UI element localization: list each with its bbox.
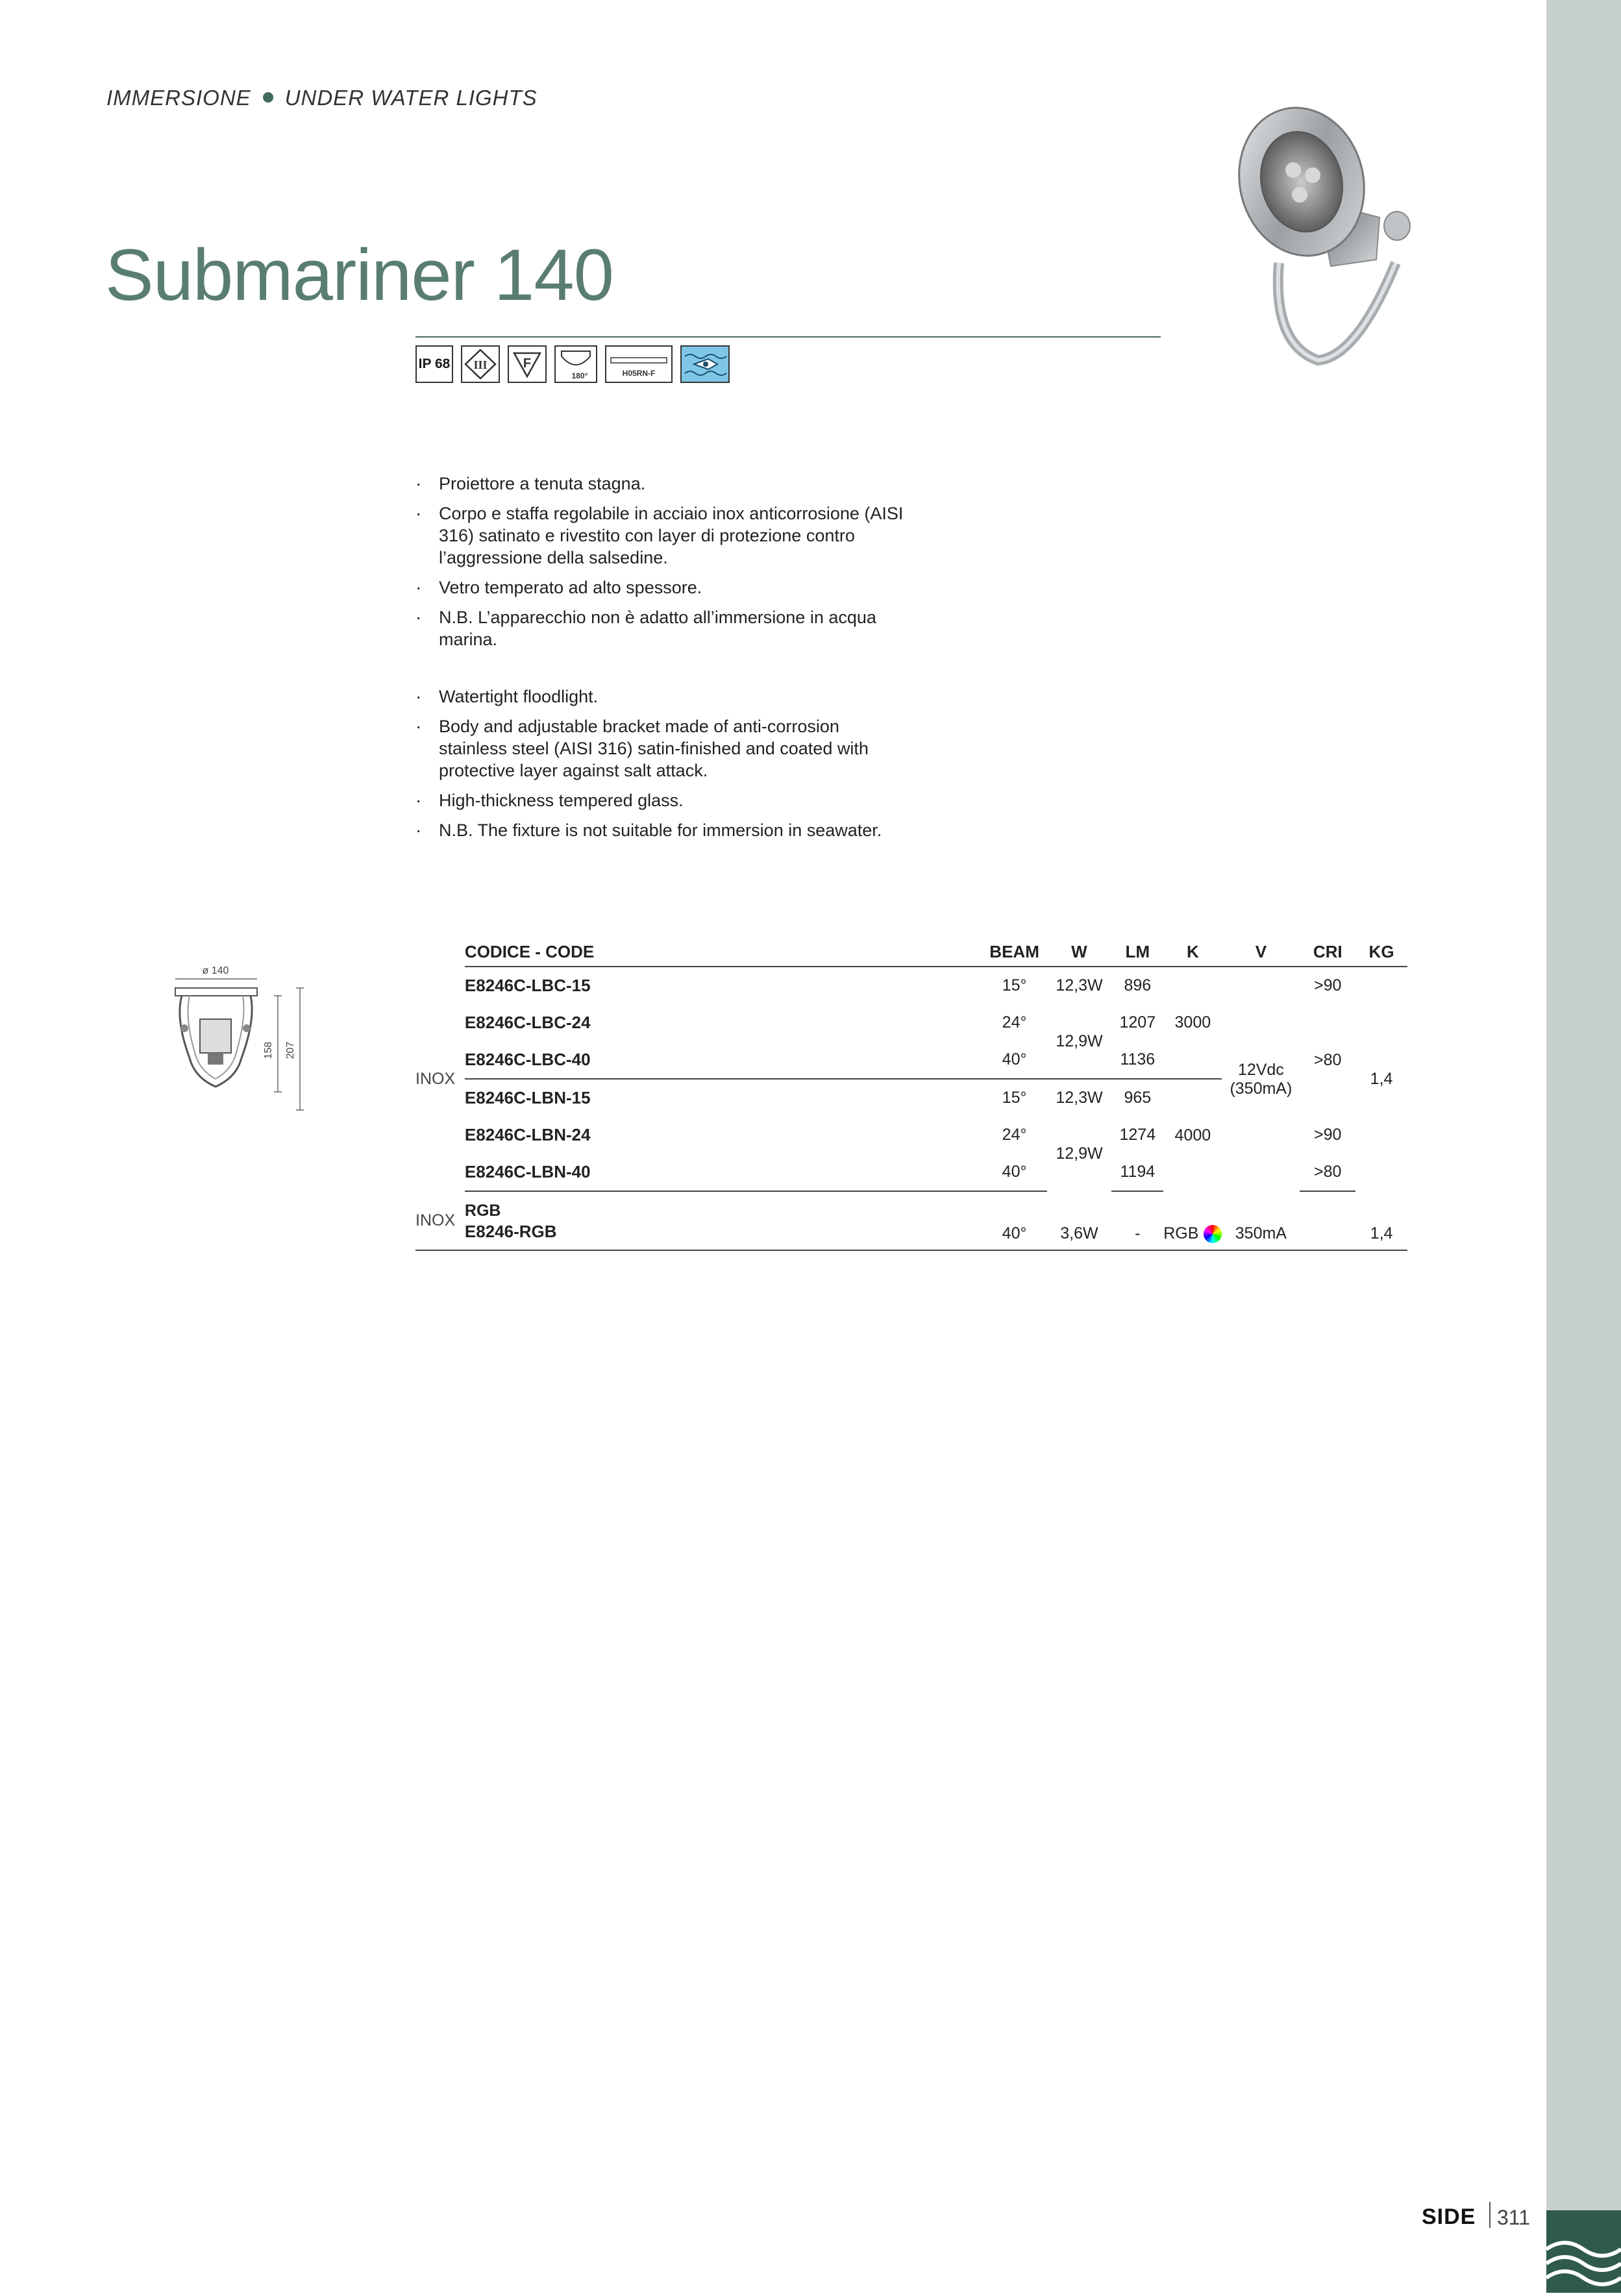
w-cell: 12,9W (1056, 1144, 1103, 1163)
cri-cell: >90 (1314, 1126, 1342, 1144)
height-158-label: 158 (263, 1041, 274, 1059)
diameter-label: ø 140 (202, 965, 229, 976)
class-iii-label: III (473, 358, 488, 371)
title-divider (415, 336, 1161, 338)
code-cell: E8246C-LBN-24 (464, 1125, 591, 1144)
category-heading (106, 86, 538, 110)
lm-cell: - (1111, 1191, 1163, 1250)
beam-180-label: 180° (571, 371, 588, 380)
lm-cell: 896 (1124, 976, 1152, 994)
immersion-icon (680, 345, 730, 383)
header-beam: BEAM (982, 937, 1047, 967)
header-material (415, 937, 465, 967)
header-v: V (1222, 937, 1300, 967)
w-cell: 12,3W (1047, 1079, 1112, 1117)
height-207-label: 207 (285, 1041, 296, 1059)
lm-cell: 1274 (1119, 1126, 1156, 1144)
lm-cell: 1207 (1119, 1013, 1156, 1031)
cri-cell: >80 (1300, 1154, 1355, 1191)
ip68-icon (415, 345, 453, 383)
brand-name: SIDE (1422, 2204, 1476, 2229)
code-cell: E8246C-LBC-15 (464, 976, 591, 995)
code-cell: E8246C-LBN-40 (465, 1154, 982, 1191)
k-cell: 4000 (1163, 1079, 1222, 1191)
spec-table (415, 937, 1407, 1251)
bullet-dot-icon (263, 92, 273, 103)
lm-cell: 1194 (1111, 1154, 1163, 1191)
beam-cell: 24° (1002, 1126, 1027, 1144)
footer-divider (1489, 2202, 1491, 2228)
v-cell (1222, 967, 1300, 1191)
table-header-row (415, 937, 1407, 967)
f-mark-label: F (523, 356, 532, 371)
side-color-band (1546, 0, 1621, 2293)
header-w: W (1047, 937, 1112, 967)
wave-logo-icon (1546, 2210, 1621, 2293)
header-kg: KG (1355, 937, 1407, 967)
dimension-drawing (156, 961, 318, 1117)
group-label: RGB (464, 1202, 501, 1220)
feature-list-en (415, 685, 909, 849)
v-line2: (350mA) (1230, 1079, 1293, 1098)
product-photo (1220, 97, 1435, 376)
kg-cell: 1,4 (1355, 1191, 1407, 1250)
beam-cell: 15° (1002, 976, 1027, 994)
header-lm: LM (1111, 937, 1163, 967)
cri-cell: >80 (1314, 1051, 1342, 1069)
category-en: UNDER WATER LIGHTS (284, 86, 538, 110)
rgb-wheel-icon (1204, 1225, 1222, 1243)
code-cell: E8246C-LBC-40 (464, 1050, 591, 1069)
list-item: · N.B. The fixture is not suitable for immersion in seawater. (415, 819, 909, 841)
header-cri: CRI (1300, 937, 1355, 967)
list-item: · Watertight floodlight. (415, 685, 909, 708)
page-title: Submariner 140 (105, 234, 613, 315)
cable-icon (605, 345, 673, 383)
k-cell: 3000 (1174, 1013, 1211, 1031)
lm-cell: 965 (1111, 1079, 1163, 1117)
lm-cell: 1136 (1120, 1050, 1156, 1068)
beam-cell: 15° (982, 1079, 1047, 1117)
v-line1: 12Vdc (1237, 1060, 1284, 1079)
v-cell: 350mA (1222, 1191, 1300, 1250)
code-cell: E8246C-LBN-15 (465, 1079, 982, 1117)
material-cell: INOX (415, 1069, 456, 1088)
table-row (415, 967, 1407, 1004)
list-item: · High-thickness tempered glass. (415, 789, 909, 811)
list-item: · Corpo e staffa regolabile in acciaio inox anticorrosione (AISI 316) satinato e rivestito con layer di protezione contro l’aggressione della salsedine. (415, 502, 909, 569)
list-item: · Body and adjustable bracket made of anti-corrosion stainless steel (AISI 316) satin-finished and coated with protective layer against salt attack. (415, 715, 909, 782)
beam-cell: 24° (1002, 1013, 1027, 1031)
header-code: CODICE - CODE (465, 937, 982, 967)
list-item: · Proiettore a tenuta stagna. (415, 473, 909, 495)
material-cell: INOX (415, 1191, 465, 1250)
header-k: K (1163, 937, 1222, 967)
certification-icons (415, 345, 730, 384)
cri-cell: >90 (1314, 976, 1342, 994)
code-cell: E8246C-LBC-24 (464, 1013, 591, 1032)
cable-label: H05RN-F (622, 369, 656, 378)
f-mark-icon (508, 345, 547, 383)
beam-cell: 40° (982, 1191, 1047, 1250)
rgb-code: E8246-RGB (464, 1222, 557, 1241)
list-item: · N.B. L’apparecchio non è adatto all’immersione in acqua marina. (415, 606, 909, 650)
w-cell: 12,3W (1056, 976, 1103, 994)
table-row-rgb (415, 1191, 1407, 1250)
beam-cell: 40° (982, 1154, 1047, 1191)
beam-cell: 40° (1002, 1050, 1027, 1068)
page-number: 311 (1497, 2206, 1531, 2229)
ip68-label: IP 68 (418, 356, 451, 371)
k-rgb-label: RGB (1163, 1224, 1199, 1242)
feature-list-it (415, 473, 909, 658)
beam-180-icon (554, 345, 597, 383)
w-cell: 12,9W (1056, 1031, 1103, 1050)
cri-cell (1300, 1191, 1355, 1250)
code-cell (465, 1191, 982, 1250)
kg-cell: 1,4 (1370, 1070, 1393, 1088)
list-item: · Vetro temperato ad alto spessore. (415, 576, 909, 599)
class-iii-icon (461, 345, 500, 383)
w-cell: 3,6W (1047, 1191, 1112, 1250)
k-cell (1163, 1191, 1222, 1250)
category-it: IMMERSIONE (106, 86, 251, 110)
